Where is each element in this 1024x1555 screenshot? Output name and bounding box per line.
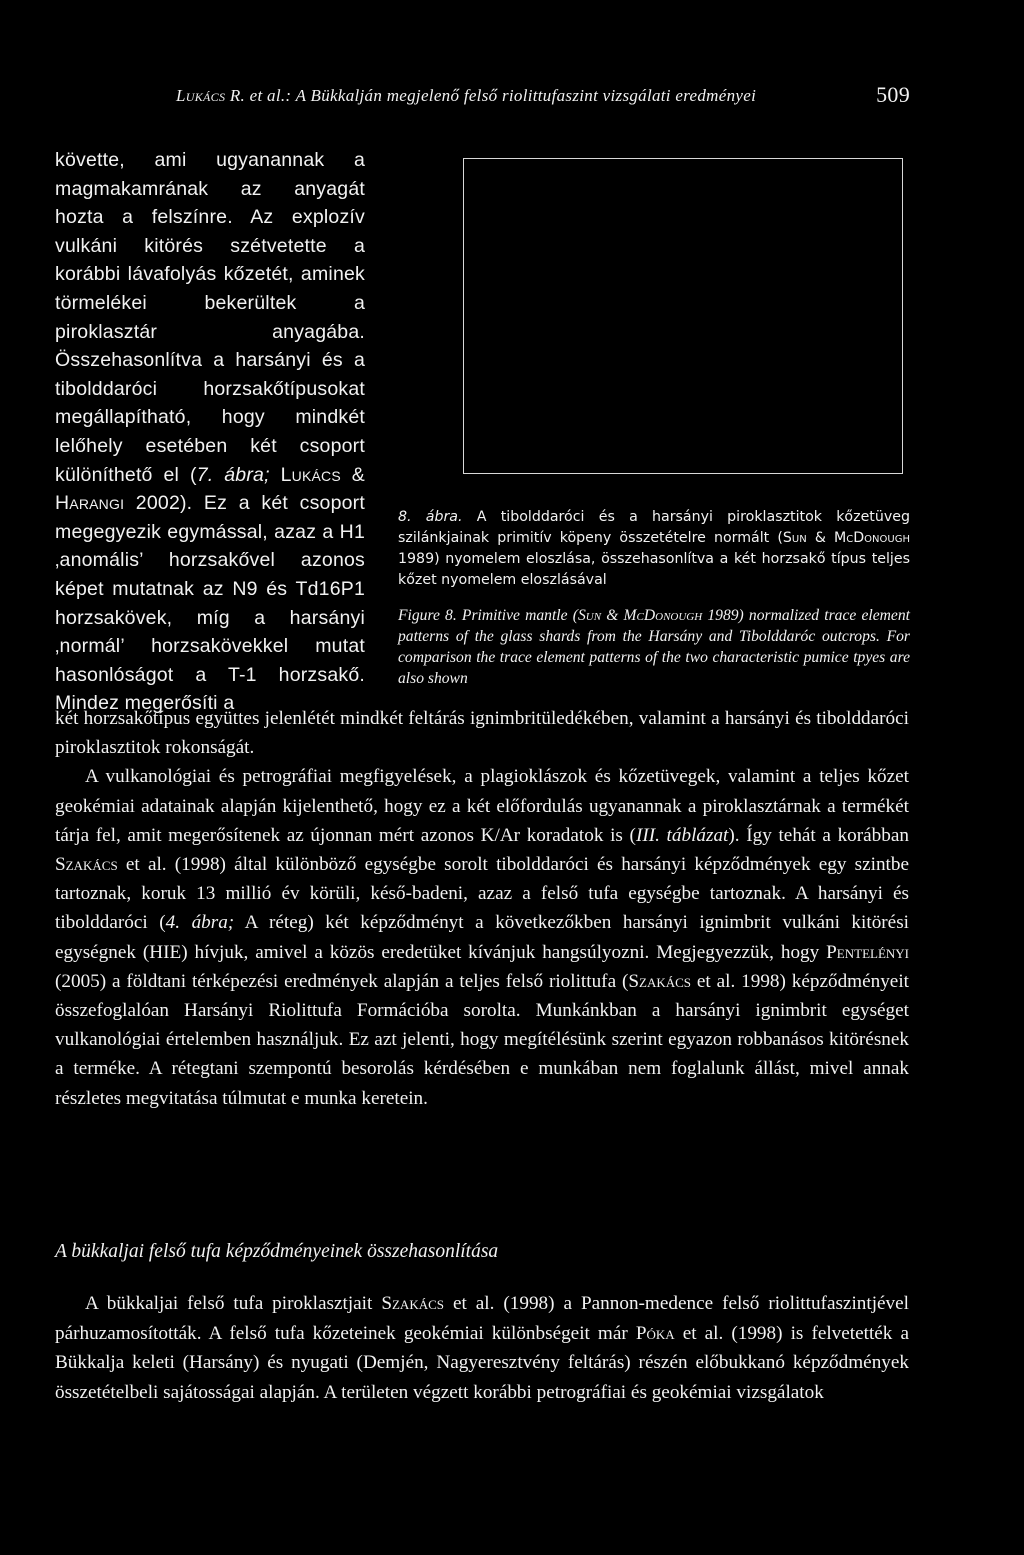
citation-pentelenyi: Pentelényi [826, 941, 909, 963]
caption-hu-amp: & [806, 530, 835, 546]
p2-text-f: et al. 1998) képződményeit összefoglalóan Harsányi Riolittufa Formációba sorolta. Munkánkban a harsányi ignimbrit egységet vulkanológiai értelemben használjuk. Ez azt jelenti, hogy megítélésünk szerint egyazon robbanásos kitörésnek a terméke. A rétegtani szempontú besorolás kérdésében e munkában nem foglalunk állást, mivel annak részletes megvitatása túlmutat e munka keretein. [55, 970, 909, 1109]
page-number: 509 [876, 82, 910, 107]
caption-hu-label: 8. ábra. [398, 509, 463, 525]
section-body-text [55, 1289, 909, 1407]
paragraph-1: két horzsakőtípus együttes jelenlétét mindkét feltárás ignimbritüledékében, valamint a harsányi és tibolddaróci piroklasztitok rokonságát. [55, 708, 909, 759]
section-paragraph-1 [55, 1289, 909, 1407]
figure-8-placeholder [463, 158, 903, 474]
s1-text-a: A bükkaljai felső tufa piroklasztjait [85, 1293, 382, 1314]
p2-text-b: ). Így tehát a korábban [728, 824, 909, 846]
caption-en-text: Figure 8. Primitive mantle ( [398, 607, 578, 624]
citation-szakacs-3: Szakács [381, 1293, 444, 1314]
s1-text-c: et al. (1998) is felvetették a Bükkalja keleti (Harsány) és nyugati (Demjén, Nagyeresztvény feltárás) részén előbukkanó képződmények összetételbeli sajátosságai alapján. A területen végzett korábbi petrográfiai és geokémiai vizsgálatok [55, 1322, 909, 1403]
header-author: Lukács [176, 86, 226, 105]
caption-english [398, 605, 910, 689]
caption-hu-text-2: 1989) nyomelem eloszlása, összehasonlítva a két horzsakő típus teljes kőzet nyomelem eloszlásával [398, 551, 910, 588]
paragraph-2 [55, 762, 909, 1112]
section-heading: A bükkaljai felső tufa képződményeinek összehasonlítása [55, 1241, 499, 1262]
caption-hungarian [398, 507, 910, 591]
main-body-text [55, 704, 909, 1113]
citation-poka: Póka [635, 1322, 675, 1344]
p2-text-c: et al. (1998) által különböző egységbe sorolt tibolddaróci és harsányi képződmények egy szintbe tartoznak, koruk 13 millió év körüli, késő-badeni, azaz a felső tufa egységbe tartoznak. A harsányi és tibolddaróci ( [55, 854, 909, 934]
citation-szakacs-2: Szakács [628, 970, 692, 992]
p2-text-d: A réteg) két képződményt a következőkben harsányi ignimbrit vulkáni kitörési egységnek (HIE) hívjuk, amivel a közös eredetüket kívánjuk hangsúlyozni. Megjegyezzük, hogy [55, 912, 909, 963]
header-title: A Bükkalján megjelenő felső riolittufaszint vizsgálati eredményei [295, 86, 757, 105]
citation-lukacs-harangi: Lukács & Harangi [55, 463, 365, 515]
caption-hu-sun: Sun [782, 530, 807, 546]
left-text-2: 2002). Ez a két csoport megegyezik egymással, azaz a H1 ‚anomális’ horzsakővel azonos képet mutatnak az N9 és Td16P1 horzsakövek, míg a harsányi ‚normál’ horzsakövekkel mutat hasonlóságot a T-1 horzsakő. Mindez megerősíti a [55, 492, 365, 715]
left-column-text [55, 146, 365, 718]
caption-en-sun: Sun [577, 607, 602, 624]
p2-text-a: A vulkanológiai és petrográfiai megfigyelések, a plagioklászok és kőzetüvegek, valamint a teljes kőzet geokémiai adatainak alapján kijelenthető, hogy ez a két előfordulás ugyanannak a piroklasztárnak a termékét tárja fel, amit megerősítenek az újonnan mért azonos K/Ar koradatok is ( [55, 766, 909, 846]
citation-szakacs-1: Szakács [55, 854, 118, 876]
caption-en-mcdonough: McDonough [623, 607, 703, 624]
s1-text-b: et al. (1998) a Pannon-medence felső riolittufaszintjével párhuzamosították. A felső tufa kőzeteinek geokémiai különbségeit már [55, 1293, 909, 1344]
table-ref-3: III. táblázat [635, 824, 729, 846]
left-text-1: követte, ami ugyanannak a magmakamrának az anyagát hozta a felszínre. Az explozív vulkáni kitörés szétvetette a korábbi lávafolyás kőzetét, aminek törmelékei bekerültek a piroklasztár anyagába. Összehasonlítva a harsányi és a tibolddaróci horzsakőtípusokat megállapítható, hogy mindkét lelőhely esetében két csoport különíthető el ( [55, 149, 365, 486]
figure-ref-4: 4. ábra; [165, 912, 235, 934]
running-header [176, 82, 918, 116]
figure-ref-7: 7. ábra; [196, 463, 270, 486]
header-author-rest: R. et al.: [225, 86, 296, 105]
figure-caption [398, 507, 910, 689]
caption-en-text-2: 1989) normalized trace element patterns of the glass shards from the Harsány and Tibolddaróc outcrops. For comparison the trace element patterns of the two characteristic pumice tpyes are also shown [398, 607, 910, 687]
caption-en-amp: & [601, 607, 624, 624]
caption-hu-mcdonough: McDonough [834, 530, 910, 546]
caption-hu-text: A tibolddaróci és a harsányi piroklasztitok kőzetüveg szilánkjainak primitív köpeny összetételre normált ( [398, 509, 910, 546]
p2-text-e: (2005) a földtani térképezési eredmények alapján a teljes felső riolittufa ( [55, 970, 629, 992]
